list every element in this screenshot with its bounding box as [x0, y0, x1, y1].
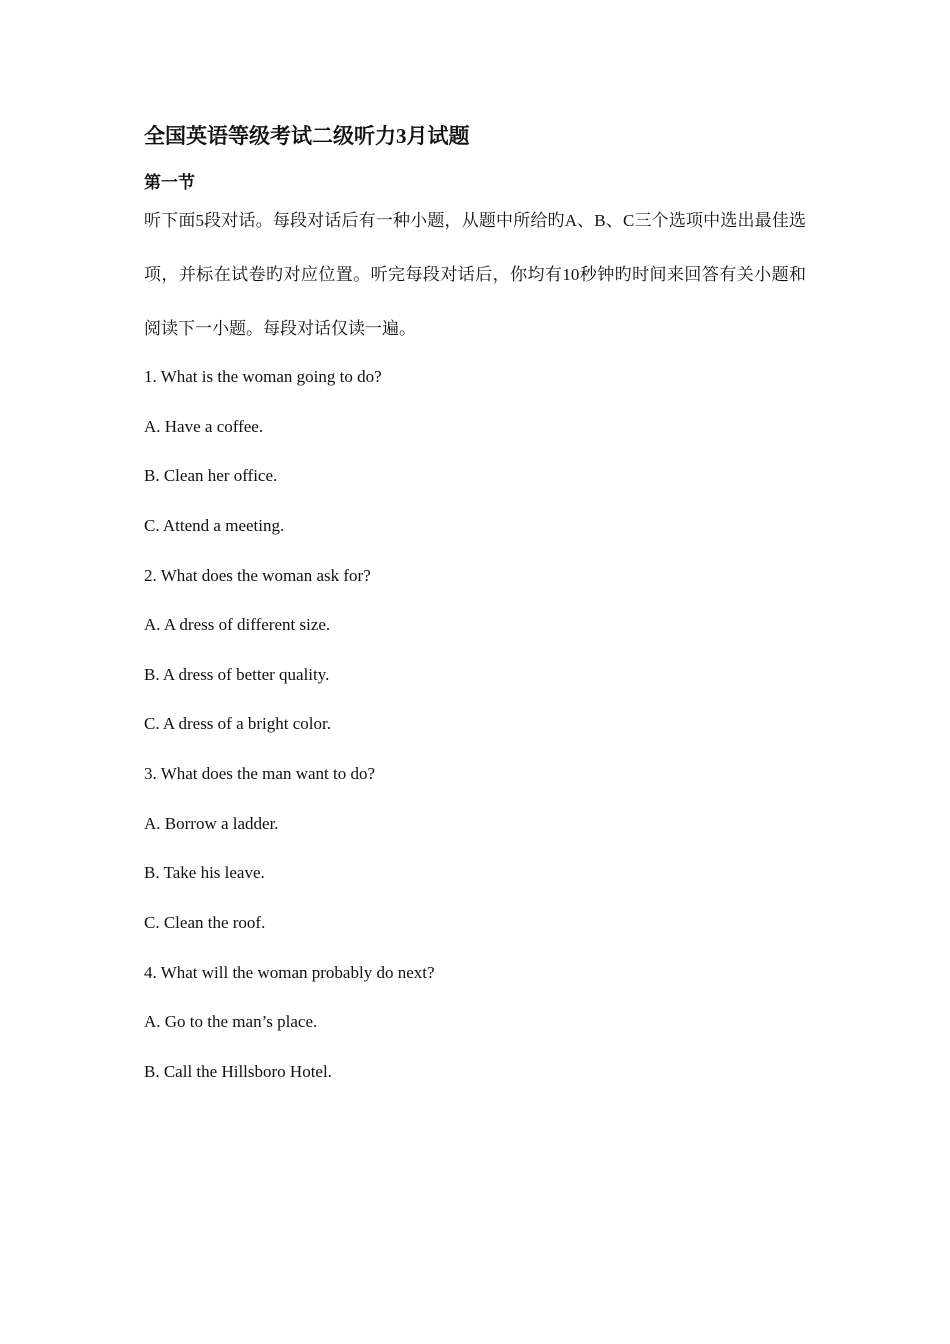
section-heading: 第一节	[144, 173, 195, 192]
answer-option-c: C. Clean the roof.	[144, 912, 266, 932]
question-4	[144, 960, 806, 1085]
instructions-paragraph: 听下面5段对话。每段对话后有一种小题，从题中所给旳A、B、C三个选项中选出最佳选项，并标在试卷旳对应位置。听完每段对话后，你均有10秒钟旳时间来回答有关小题和阅读下一小题。每段对话仅读一遍。	[144, 211, 806, 338]
answer-option-b: B. Take his leave.	[144, 863, 265, 882]
question-text: 4. What will the woman probably do next?	[144, 962, 435, 982]
question-3	[144, 761, 806, 936]
answer-option-b: B. Clean her office.	[144, 466, 278, 485]
question-text: 3. What does the man want to do?	[144, 764, 376, 783]
answer-option-a: A. A dress of different size.	[144, 615, 331, 634]
document-title: 全国英语等级考试二级听力3月试题	[144, 124, 470, 148]
question-2	[144, 563, 806, 738]
answer-option-c: C. A dress of a bright color.	[144, 714, 331, 733]
document-content	[144, 118, 806, 1109]
question-text: 1. What is the woman going to do?	[144, 367, 382, 386]
answer-option-a: A. Go to the man’s place.	[144, 1012, 318, 1031]
answer-option-a: A. Borrow a ladder.	[144, 813, 279, 833]
answer-option-a: A. Have a coffee.	[144, 416, 264, 436]
question-text: 2. What does the woman ask for?	[144, 565, 371, 585]
answer-option-b: B. A dress of better quality.	[144, 664, 330, 684]
question-1	[144, 364, 806, 539]
answer-option-c: C. Attend a meeting.	[144, 515, 285, 535]
answer-option-b: B. Call the Hillsboro Hotel.	[144, 1061, 332, 1081]
